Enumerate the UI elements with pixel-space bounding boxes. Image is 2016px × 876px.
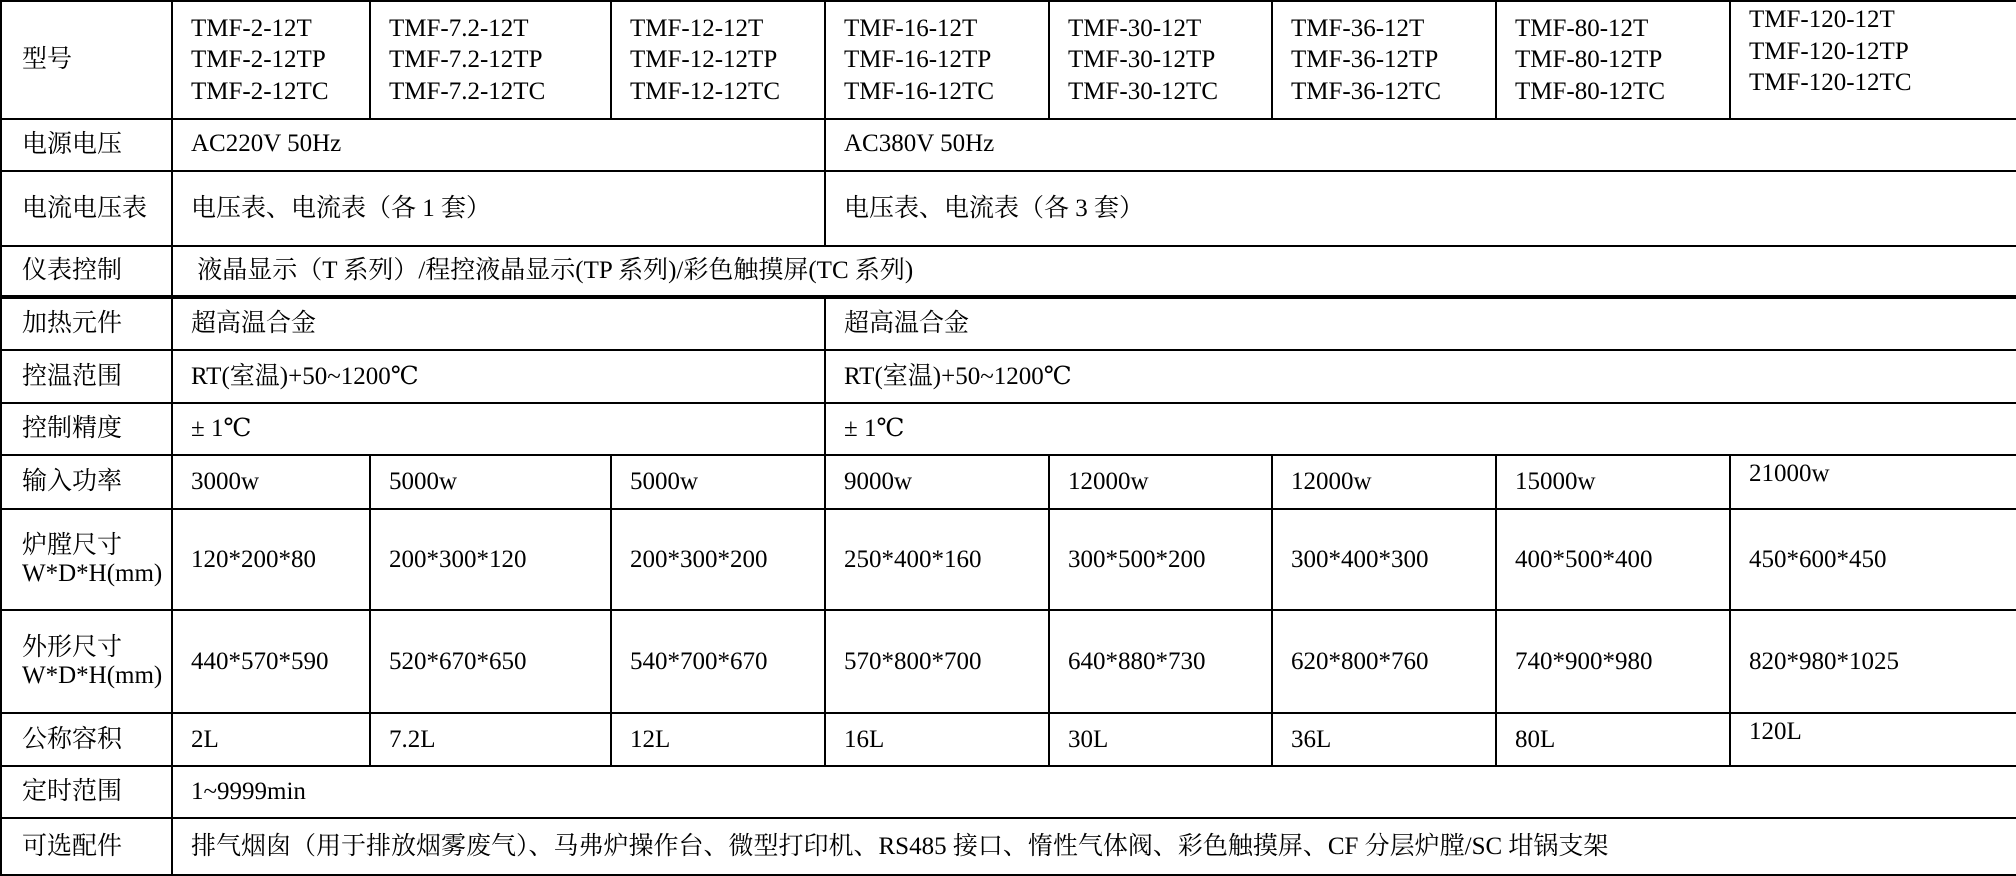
value-cell: 12000w — [1049, 455, 1272, 509]
row-meters — [1, 171, 2016, 246]
row-model — [1, 1, 2016, 119]
model-name: TMF-16-12TP — [844, 46, 992, 74]
value-cell: 540*700*670 — [611, 610, 825, 713]
row-label: 电源电压 — [1, 119, 172, 171]
value-cell: 15000w — [1496, 455, 1730, 509]
value-cell: 450*600*450 — [1730, 509, 2016, 610]
value-cell: ± 1℃ — [825, 403, 2016, 455]
row-label: 外形尺寸W*D*H(mm) — [1, 610, 172, 713]
model-name: TMF-80-12T — [1515, 14, 1649, 42]
model-name: TMF-7.2-12T — [389, 14, 529, 42]
value-cell: 120L — [1730, 713, 2016, 766]
model-name: TMF-80-12TC — [1515, 77, 1665, 105]
model-name: TMF-7.2-12TC — [389, 77, 546, 105]
model-name: TMF-16-12TC — [844, 77, 994, 105]
value-cell: 液晶显示（T 系列）/程控液晶显示(TP 系列)/彩色触摸屏(TC 系列) — [172, 246, 2016, 297]
value-cell: 440*570*590 — [172, 610, 370, 713]
model-name: TMF-36-12TP — [1291, 46, 1439, 74]
row-timer — [1, 766, 2016, 818]
value-cell: 250*400*160 — [825, 509, 1049, 610]
value-cell: 400*500*400 — [1496, 509, 1730, 610]
value-cell: 排气烟囱（用于排放烟雾废气）、马弗炉操作台、微型打印机、RS485 接口、惰性气体阀、彩色触摸屏、CF 分层炉膛/SC 坩锅支架 — [172, 818, 2016, 875]
model-name: TMF-2-12T — [191, 14, 312, 42]
value-cell: 电压表、电流表（各 1 套） — [172, 171, 825, 246]
model-name: TMF-36-12TC — [1291, 77, 1441, 105]
value-cell: 200*300*200 — [611, 509, 825, 610]
model-cell — [1496, 1, 1730, 119]
model-name: TMF-120-12T — [1749, 6, 1895, 33]
model-cell — [1049, 1, 1272, 119]
model-name: TMF-36-12T — [1291, 14, 1425, 42]
model-name: TMF-120-12TC — [1749, 69, 1912, 96]
model-cell — [172, 1, 370, 119]
value-cell: 570*800*700 — [825, 610, 1049, 713]
row-input-power — [1, 455, 2016, 509]
value-cell: 80L — [1496, 713, 1730, 766]
model-cell — [1272, 1, 1496, 119]
value-cell: 超高温合金 — [825, 297, 2016, 350]
model-name: TMF-120-12TP — [1749, 37, 1909, 65]
row-instrument-control — [1, 246, 2016, 297]
row-label: 定时范围 — [1, 766, 172, 818]
value-cell: 9000w — [825, 455, 1049, 509]
row-options — [1, 818, 2016, 875]
value-cell: RT(室温)+50~1200℃ — [172, 350, 825, 403]
value-cell: 16L — [825, 713, 1049, 766]
row-label: 公称容积 — [1, 713, 172, 766]
model-name: TMF-16-12T — [844, 14, 978, 42]
value-cell: 200*300*120 — [370, 509, 611, 610]
row-label: 仪表控制 — [1, 246, 172, 297]
value-cell: 5000w — [611, 455, 825, 509]
value-cell: RT(室温)+50~1200℃ — [825, 350, 2016, 403]
value-cell: 21000w — [1730, 455, 2016, 509]
row-outer-size — [1, 610, 2016, 713]
row-temp-range — [1, 350, 2016, 403]
value-cell: ± 1℃ — [172, 403, 825, 455]
row-heating-element — [1, 297, 2016, 350]
value-cell: 3000w — [172, 455, 370, 509]
value-cell: 2L — [172, 713, 370, 766]
row-label: 控制精度 — [1, 403, 172, 455]
model-name: TMF-30-12TC — [1068, 77, 1218, 105]
row-chamber-size — [1, 509, 2016, 610]
row-label: 电流电压表 — [1, 171, 172, 246]
model-name: TMF-2-12TP — [191, 46, 326, 74]
model-cell — [1730, 1, 2016, 119]
model-name: TMF-80-12TP — [1515, 46, 1663, 74]
value-cell: 740*900*980 — [1496, 610, 1730, 713]
value-cell: 120*200*80 — [172, 509, 370, 610]
value-cell: 电压表、电流表（各 3 套） — [825, 171, 2016, 246]
row-volume — [1, 713, 2016, 766]
value-cell: 36L — [1272, 713, 1496, 766]
model-name: TMF-2-12TC — [191, 77, 329, 105]
value-cell: 5000w — [370, 455, 611, 509]
value-cell: 620*800*760 — [1272, 610, 1496, 713]
row-supply-voltage — [1, 119, 2016, 171]
model-name: TMF-30-12TP — [1068, 46, 1216, 74]
value-cell: AC380V 50Hz — [825, 119, 2016, 171]
value-cell: AC220V 50Hz — [172, 119, 825, 171]
value-cell: 12000w — [1272, 455, 1496, 509]
model-cell — [825, 1, 1049, 119]
row-label: 型号 — [1, 1, 172, 119]
value-cell: 超高温合金 — [172, 297, 825, 350]
value-cell: 7.2L — [370, 713, 611, 766]
model-name: TMF-12-12T — [630, 14, 764, 42]
value-cell: 1~9999min — [172, 766, 2016, 818]
value-cell: 30L — [1049, 713, 1272, 766]
row-label: 加热元件 — [1, 297, 172, 350]
row-label: 可选配件 — [1, 818, 172, 875]
value-cell: 640*880*730 — [1049, 610, 1272, 713]
model-name: TMF-12-12TC — [630, 77, 780, 105]
model-name: TMF-30-12T — [1068, 14, 1202, 42]
value-cell: 520*670*650 — [370, 610, 611, 713]
model-name: TMF-7.2-12TP — [389, 46, 543, 74]
row-label: 炉膛尺寸W*D*H(mm) — [1, 509, 172, 610]
row-label: 输入功率 — [1, 455, 172, 509]
value-cell: 820*980*1025 — [1730, 610, 2016, 713]
model-name: TMF-12-12TP — [630, 46, 778, 74]
model-cell — [370, 1, 611, 119]
model-cell — [611, 1, 825, 119]
value-cell: 300*400*300 — [1272, 509, 1496, 610]
row-label: 控温范围 — [1, 350, 172, 403]
row-precision — [1, 403, 2016, 455]
value-cell: 12L — [611, 713, 825, 766]
value-cell: 300*500*200 — [1049, 509, 1272, 610]
